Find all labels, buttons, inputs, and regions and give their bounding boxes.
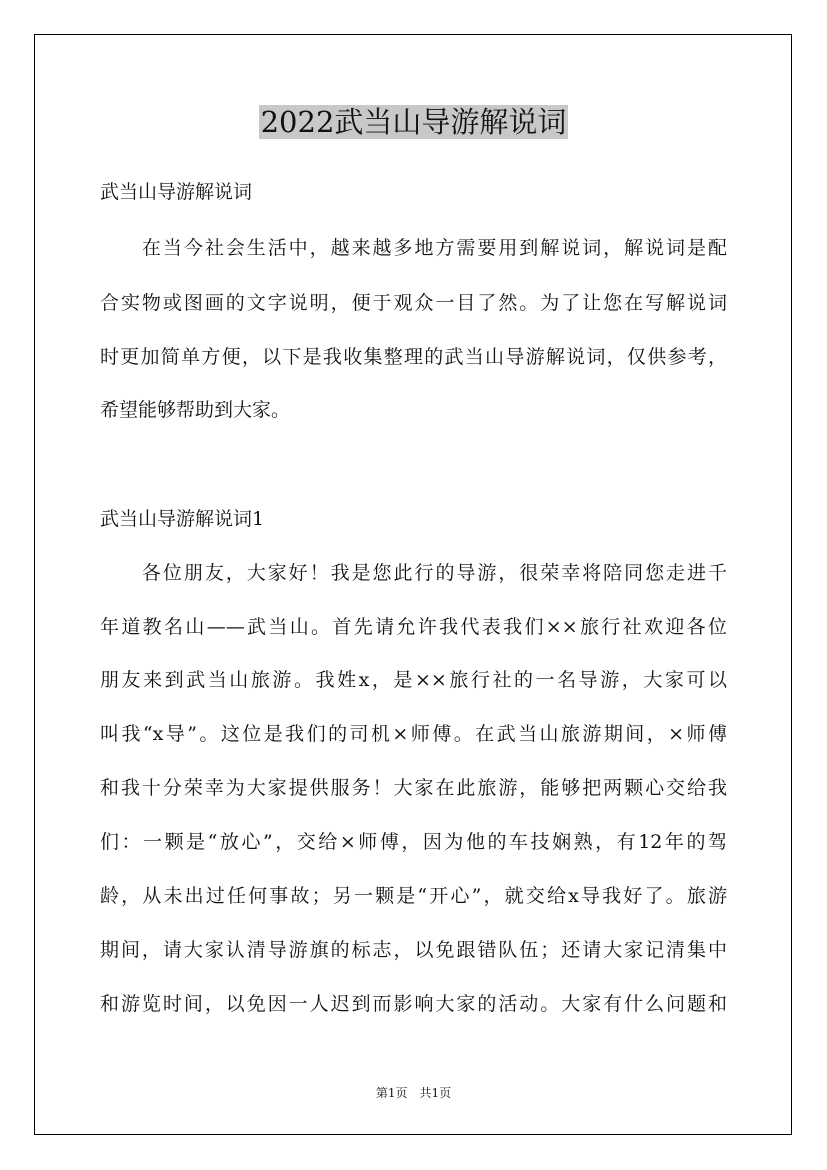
page-number-footer: 第1页 共1页 (375, 1086, 452, 1100)
intro-line: 时更加简单方便，以下是我收集整理的武当山导游解说词，仅供参考， (100, 346, 727, 368)
document-subtitle: 武当山导游解说词 (100, 181, 253, 203)
section-line: 和游览时间，以免因一人迟到而影响大家的活动。大家有什么问题和 (100, 993, 727, 1015)
document-title (0, 100, 827, 144)
intro-line: 希望能够帮助到大家。 (100, 399, 291, 421)
intro-line: 合实物或图画的文字说明，便于观众一目了然。为了让您在写解说词 (100, 292, 727, 314)
section-line: 们：一颗是“放心”，交给×师傅，因为他的车技娴熟，有12年的驾 (100, 831, 727, 853)
section-line: 朋友来到武当山旅游。我姓x，是××旅行社的一名导游，大家可以 (100, 669, 727, 691)
document-title-text: 2022武当山导游解说词 (260, 105, 567, 139)
section-line: 和我十分荣幸为大家提供服务！大家在此旅游，能够把两颗心交给我 (100, 777, 727, 799)
section-line: 年道教名山——武当山。首先请允许我代表我们××旅行社欢迎各位 (100, 616, 727, 638)
intro-line: 在当今社会生活中，越来越多地方需要用到解说词，解说词是配 (100, 237, 727, 259)
section-heading: 武当山导游解说词1 (100, 508, 265, 530)
section-line: 各位朋友，大家好！我是您此行的导游，很荣幸将陪同您走进千 (100, 562, 727, 584)
section-line: 期间，请大家认清导游旗的标志，以免跟错队伍；还请大家记清集中 (100, 939, 727, 961)
section-line: 龄，从未出过任何事故；另一颗是“开心”，就交给x导我好了。旅游 (100, 885, 727, 907)
section-line: 叫我“x导”。这位是我们的司机×师傅。在武当山旅游期间，×师傅 (100, 723, 727, 745)
